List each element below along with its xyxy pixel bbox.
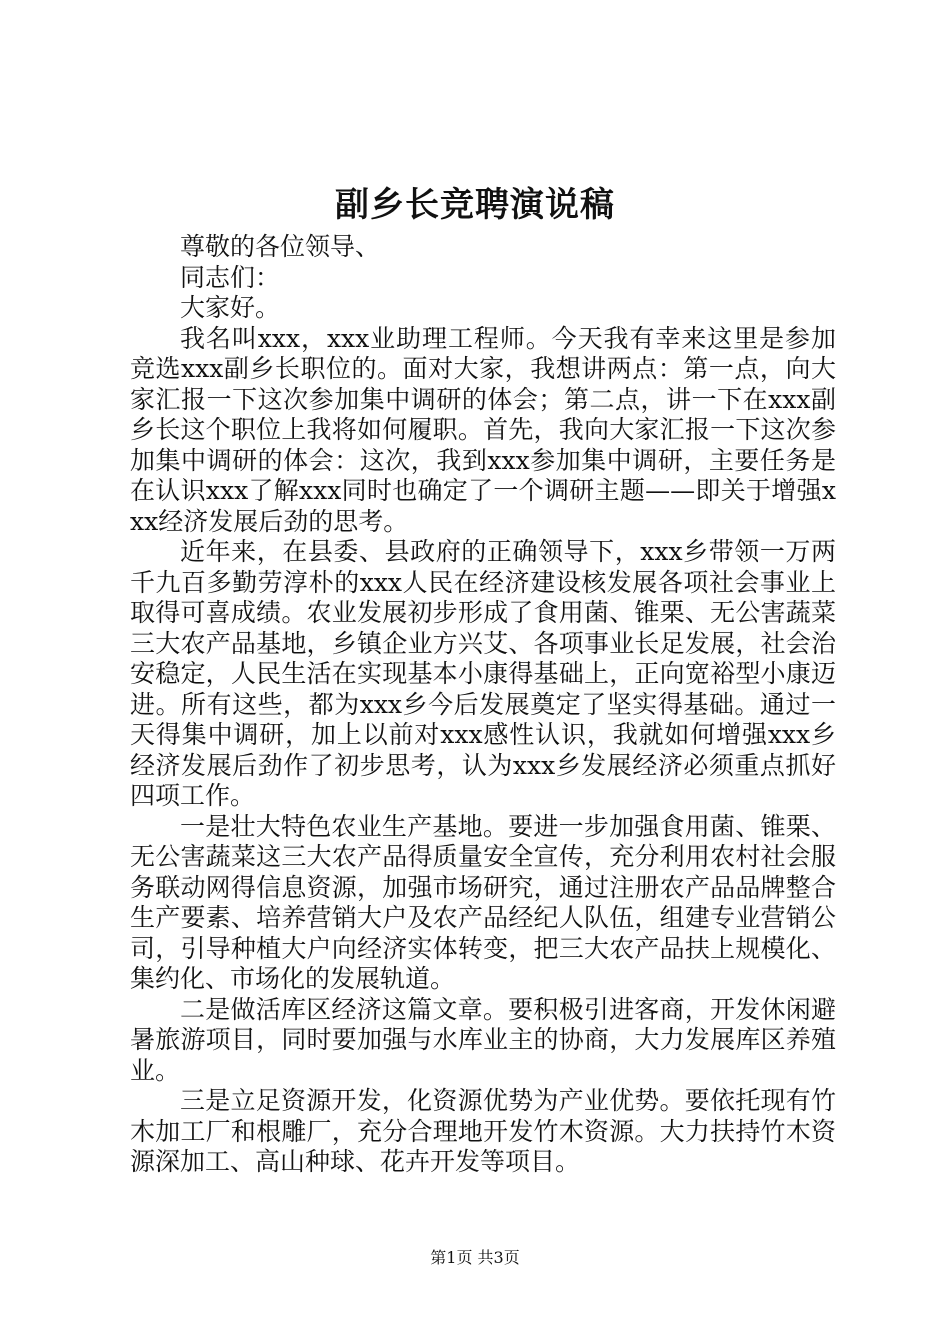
body-paragraph: 三是立足资源开发，化资源优势为产业优势。要依托现有竹木加工厂和根雕厂，充分合理地开发竹木资源。大力扶持竹木资源深加工、高山种球、花卉开发等项目。 bbox=[130, 1086, 836, 1176]
document-title: 副乡长竞聘演说稿 bbox=[335, 185, 615, 225]
body-paragraph: 一是壮大特色农业生产基地。要进一步加强食用菌、锥栗、无公害蔬菜这三大农产品得质量安全宣传，充分利用农村社会服务联动网得信息资源，加强市场研究，通过注册农产品品牌整合生产要素、培养营销大户及农产品经纪人队伍，组建专业营销公司，引导种植大户向经济实体转变，把三大农产品扶上规模化、集约化、市场化的发展轨道。 bbox=[130, 811, 836, 993]
greeting-line: 大家好。 bbox=[180, 293, 281, 322]
document-body bbox=[130, 232, 836, 1178]
body-paragraph: 二是做活库区经济这篇文章。要积极引进客商，开发休闲避暑旅游项目，同时要加强与水库业主的协商，大力发展库区养殖业。 bbox=[130, 994, 836, 1085]
salutation-line: 同志们： bbox=[180, 262, 281, 292]
page-number-footer: 第1页 共3页 bbox=[430, 1248, 520, 1267]
body-paragraph: 我名叫xxx，xxx业助理工程师。今天我有幸来这里是参加竞选xxx副乡长职位的。面对大家，我想讲两点：第一点，向大家汇报一下这次参加集中调研的体会；第二点，讲一下在xxx副乡长这个职位上我将如何履职。首先，我向大家汇报一下这次参加集中调研的体会：这次，我到xxx参加集中调研，主要任务是在认识xxx了解xxx同时也确定了一个调研主题——即关于增强xxx经济发展后劲的思考。 bbox=[130, 323, 836, 536]
body-paragraph: 近年来，在县委、县政府的正确领导下，xxx乡带领一万两千九百多勤劳淳朴的xxx人民在经济建设核发展各项社会事业上取得可喜成绩。农业发展初步形成了食用菌、锥栗、无公害蔬菜三大农产品基地，乡镇企业方兴艾、各项事业长足发展，社会治安稳定，人民生活在实现基本小康得基础上，正向宽裕型小康迈进。所有这些，都为xxx乡今后发展奠定了坚实得基础。通过一天得集中调研，加上以前对xxx感性认识，我就如何增强xxx乡经济发展后劲作了初步思考，认为xxx乡发展经济必须重点抓好四项工作。 bbox=[130, 537, 836, 810]
salutation-line: 尊敬的各位领导、 bbox=[180, 232, 381, 261]
